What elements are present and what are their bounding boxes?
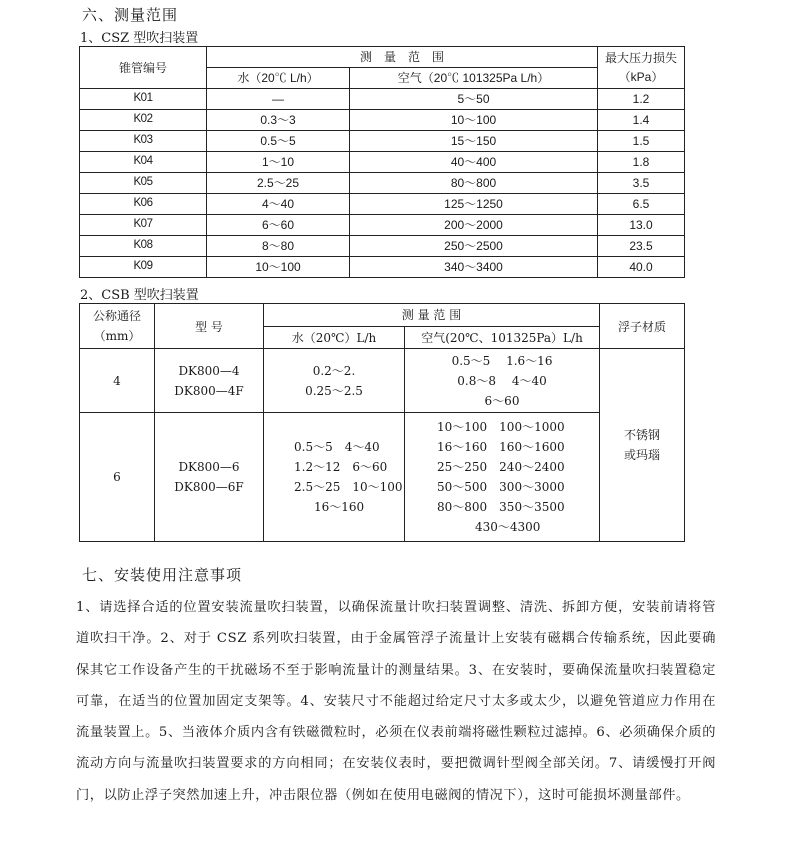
air-range-line: 0.5～5 1.6～16 <box>451 353 553 368</box>
air-range-cell: 125～1250 <box>350 194 598 215</box>
csz-subtitle: 1、CSZ 型吹扫装置 <box>80 31 199 46</box>
air-range-cell: 40～400 <box>350 152 598 173</box>
header-measure-range: 测 量 范 围 <box>264 304 600 327</box>
header-air: 空气(20℃、101325Pa）L/h <box>405 326 600 349</box>
header-nominal-diameter <box>80 304 155 349</box>
pressure-loss-cell: 1.5 <box>598 131 685 152</box>
section-7-title: 七、安装使用注意事项 <box>82 566 243 584</box>
air-range-cell: 200～2000 <box>350 215 598 236</box>
table-row <box>80 89 685 110</box>
header-float-material: 浮子材质 <box>600 304 685 349</box>
water-range-line: 1.2～12 6～60 <box>294 460 388 474</box>
table-row <box>80 194 685 215</box>
model-dk800-6: DK800—6 <box>178 460 240 474</box>
water-range-dn4 <box>264 349 405 413</box>
section-6-title: 六、测量范围 <box>82 6 179 24</box>
air-range-cell: 15～150 <box>350 131 598 152</box>
table-row <box>80 236 685 257</box>
air-range-dn4 <box>405 349 600 413</box>
models-dn6 <box>155 413 264 542</box>
water-range-cell: 1～10 <box>207 152 350 173</box>
air-range-line: 6～60 <box>484 393 520 408</box>
cone-code-cell: K06 <box>80 194 207 215</box>
air-range-dn6 <box>405 413 600 542</box>
csb-range-table <box>79 303 685 542</box>
water-range-line: 0.5～5 4～40 <box>294 440 380 454</box>
pressure-loss-cell: 6.5 <box>598 194 685 215</box>
water-range-line: 16～160 <box>314 500 365 514</box>
float-material-line1: 不锈钢 <box>624 428 661 442</box>
air-range-line: 10～100 100～1000 <box>437 420 565 434</box>
cone-code-cell: K04 <box>80 152 207 173</box>
water-range-cell: 2.5～25 <box>207 173 350 194</box>
header-measure-range: 测 量 范 围 <box>207 47 598 68</box>
table-row <box>80 152 685 173</box>
float-material <box>600 349 685 542</box>
pressure-loss-cell: 23.5 <box>598 236 685 257</box>
model-dk800-6f: DK800—6F <box>174 480 244 494</box>
cone-code-cell: K07 <box>80 215 207 236</box>
cone-code-cell: K08 <box>80 236 207 257</box>
air-range-cell: 80～800 <box>350 173 598 194</box>
air-range-cell: 250～2500 <box>350 236 598 257</box>
pressure-loss-cell: 1.4 <box>598 110 685 131</box>
float-material-line2: 或玛瑙 <box>624 448 661 462</box>
cone-code-cell: K05 <box>80 173 207 194</box>
water-range-line: 0.25～2.5 <box>305 383 363 398</box>
pressure-loss-cell: 13.0 <box>598 215 685 236</box>
header-max-pressure-loss-unit: （kPa） <box>618 69 664 84</box>
header-model: 型 号 <box>155 304 264 349</box>
water-range-cell: 8～80 <box>207 236 350 257</box>
air-range-cell: 340～3400 <box>350 257 598 278</box>
cone-code-cell: K01 <box>80 89 207 110</box>
pressure-loss-cell: 40.0 <box>598 257 685 278</box>
cone-code-cell: K03 <box>80 131 207 152</box>
water-range-line: 2.5～25 10～100 <box>294 480 403 494</box>
air-range-cell: 5～50 <box>350 89 598 110</box>
table-row <box>80 257 685 278</box>
header-cone-code: 锥管编号 <box>80 47 207 89</box>
table-row <box>80 215 685 236</box>
installation-notes-paragraph: 1、请选择合适的位置安装流量吹扫装置，以确保流量计吹扫装置调整、清洗、拆卸方便，安装前请将管道吹扫干净。2、对于 CSZ 系列吹扫装置，由于金属管浮子流量计上安装有磁耦合传输系统，因此要确保其它工作设备产生的干扰磁场不至于影响流量计的测量结果。3、在安装时，要确保流量吹扫装置稳定可靠，在适当的位置加固定支架等。4、安装尺寸不能超过给定尺寸太多或太少，以避免管道应力作用在流量装置上。5、当液体介质内含有铁磁微粒时，必须在仪表前端将磁性颗粒过滤掉。6、必须确保介质的流动方向与流量吹扫装置要求的方向相同；在安装仪表时，要把微调针型阀全部关闭。7、请缓慢打开阀门，以防止浮子突然加速上升，冲击限位器（例如在使用电磁阀的情况下），这时可能损坏测量部件。 <box>76 600 716 803</box>
air-range-line: 0.8～8 4～40 <box>457 373 547 388</box>
cone-code-cell: K02 <box>80 110 207 131</box>
air-range-line: 16～160 160～1600 <box>437 440 565 454</box>
water-range-cell: 0.3～3 <box>207 110 350 131</box>
air-range-line: 50～500 300～3000 <box>437 480 565 494</box>
header-nominal-diameter-unit: （mm） <box>93 329 141 343</box>
air-range-cell: 10～100 <box>350 110 598 131</box>
water-range-cell: — <box>207 89 350 110</box>
header-water: 水（20℃ L/h） <box>207 68 350 89</box>
header-nominal-diameter-line1: 公称通径 <box>92 309 141 323</box>
pressure-loss-cell: 1.8 <box>598 152 685 173</box>
water-range-cell: 6～60 <box>207 215 350 236</box>
table-row <box>80 173 685 194</box>
model-dk800-4f: DK800—4F <box>174 383 244 398</box>
air-range-line: 80～800 350～3500 <box>437 500 565 514</box>
water-range-cell: 0.5～5 <box>207 131 350 152</box>
header-water: 水（20℃）L/h <box>264 326 405 349</box>
models-dn4 <box>155 349 264 413</box>
water-range-cell: 4～40 <box>207 194 350 215</box>
cone-code-cell: K09 <box>80 257 207 278</box>
dn-6: 6 <box>80 413 155 542</box>
header-max-pressure-loss-line1: 最大压力损失 <box>605 50 678 65</box>
water-range-cell: 10～100 <box>207 257 350 278</box>
model-dk800-4: DK800—4 <box>178 363 240 378</box>
csz-range-table <box>79 46 685 278</box>
pressure-loss-cell: 3.5 <box>598 173 685 194</box>
header-max-pressure-loss <box>598 47 685 89</box>
water-range-dn6 <box>264 413 405 542</box>
csb-subtitle: 2、CSB 型吹扫装置 <box>80 288 199 303</box>
table-row <box>80 110 685 131</box>
header-air: 空气（20℃ 101325Pa L/h） <box>350 68 598 89</box>
table-row <box>80 131 685 152</box>
water-range-line: 0.2～2. <box>312 363 356 378</box>
air-range-line: 25～250 240～2400 <box>437 460 565 474</box>
dn-4: 4 <box>80 349 155 413</box>
pressure-loss-cell: 1.2 <box>598 89 685 110</box>
air-range-line: 430～4300 <box>475 520 541 534</box>
